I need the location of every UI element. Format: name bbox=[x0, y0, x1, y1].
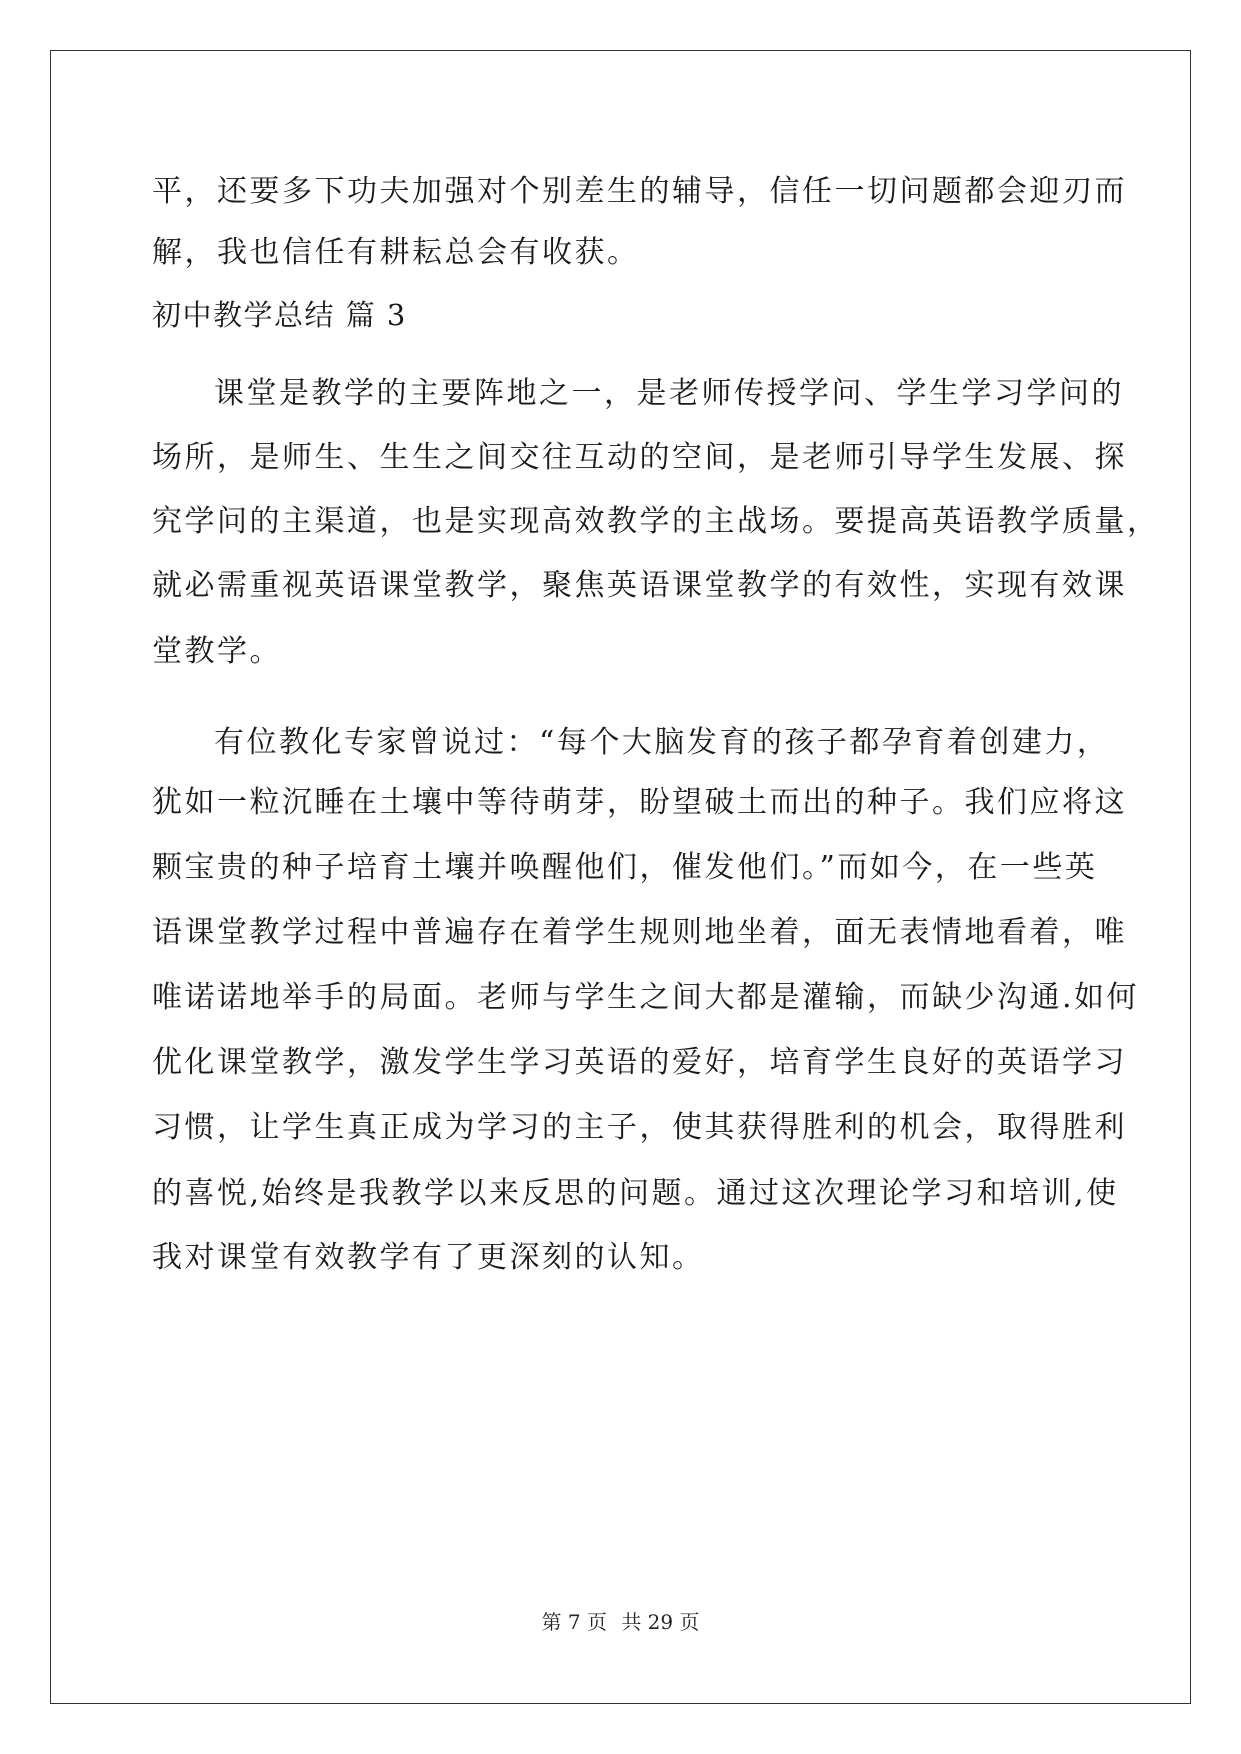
text-line: 堂教学。 bbox=[152, 634, 282, 669]
text-line: 就必需重视英语课堂教学，聚焦英语课堂教学的有效性，实现有效课 bbox=[152, 568, 1127, 603]
page-number: 第 7 页 bbox=[541, 1610, 607, 1634]
text-line: 我对课堂有效教学有了更深刻的认知。 bbox=[152, 1240, 705, 1275]
text-line: 究学问的主渠道，也是实现高效教学的主战场。要提高英语教学质量， bbox=[152, 504, 1160, 539]
text-line: 解，我也信任有耕耘总会有收获。 bbox=[152, 235, 640, 270]
text-line: 课堂是教学的主要阵地之一，是老师传授学问、学生学习学问的 bbox=[214, 376, 1124, 411]
text-line: 优化课堂教学，激发学生学习英语的爱好，培育学生良好的英语学习 bbox=[152, 1045, 1127, 1080]
text-line: 犹如一粒沉睡在土壤中等待萌芽，盼望破土而出的种子。我们应将这 bbox=[152, 785, 1127, 820]
text-line: 习惯，让学生真正成为学习的主子，使其获得胜利的机会，取得胜利 bbox=[152, 1110, 1127, 1145]
section-title: 初中教学总结 篇 3 bbox=[152, 298, 407, 332]
page-footer bbox=[0, 1610, 1241, 1634]
text-line: 平，还要多下功夫加强对个别差生的辅导，信任一切问题都会迎刃而 bbox=[152, 174, 1127, 209]
page-total: 共 29 页 bbox=[621, 1610, 700, 1634]
text-line: 唯诺诺地举手的局面。老师与学生之间大都是灌输，而缺少沟通.如何 bbox=[152, 980, 1140, 1015]
text-line: 的喜悦,始终是我教学以来反思的问题。通过这次理论学习和培训,使 bbox=[152, 1176, 1119, 1211]
text-line: 场所，是师生、生生之间交往互动的空间，是老师引导学生发展、探 bbox=[152, 440, 1127, 475]
text-line: 有位教化专家曾说过：“每个大脑发育的孩子都孕育着创建力， bbox=[214, 725, 1110, 760]
text-line: 颗宝贵的种子培育土壤并唤醒他们，催发他们。”而如今，在一些英 bbox=[152, 850, 1098, 885]
text-line: 语课堂教学过程中普遍存在着学生规则地坐着，面无表情地看着，唯 bbox=[152, 915, 1127, 950]
